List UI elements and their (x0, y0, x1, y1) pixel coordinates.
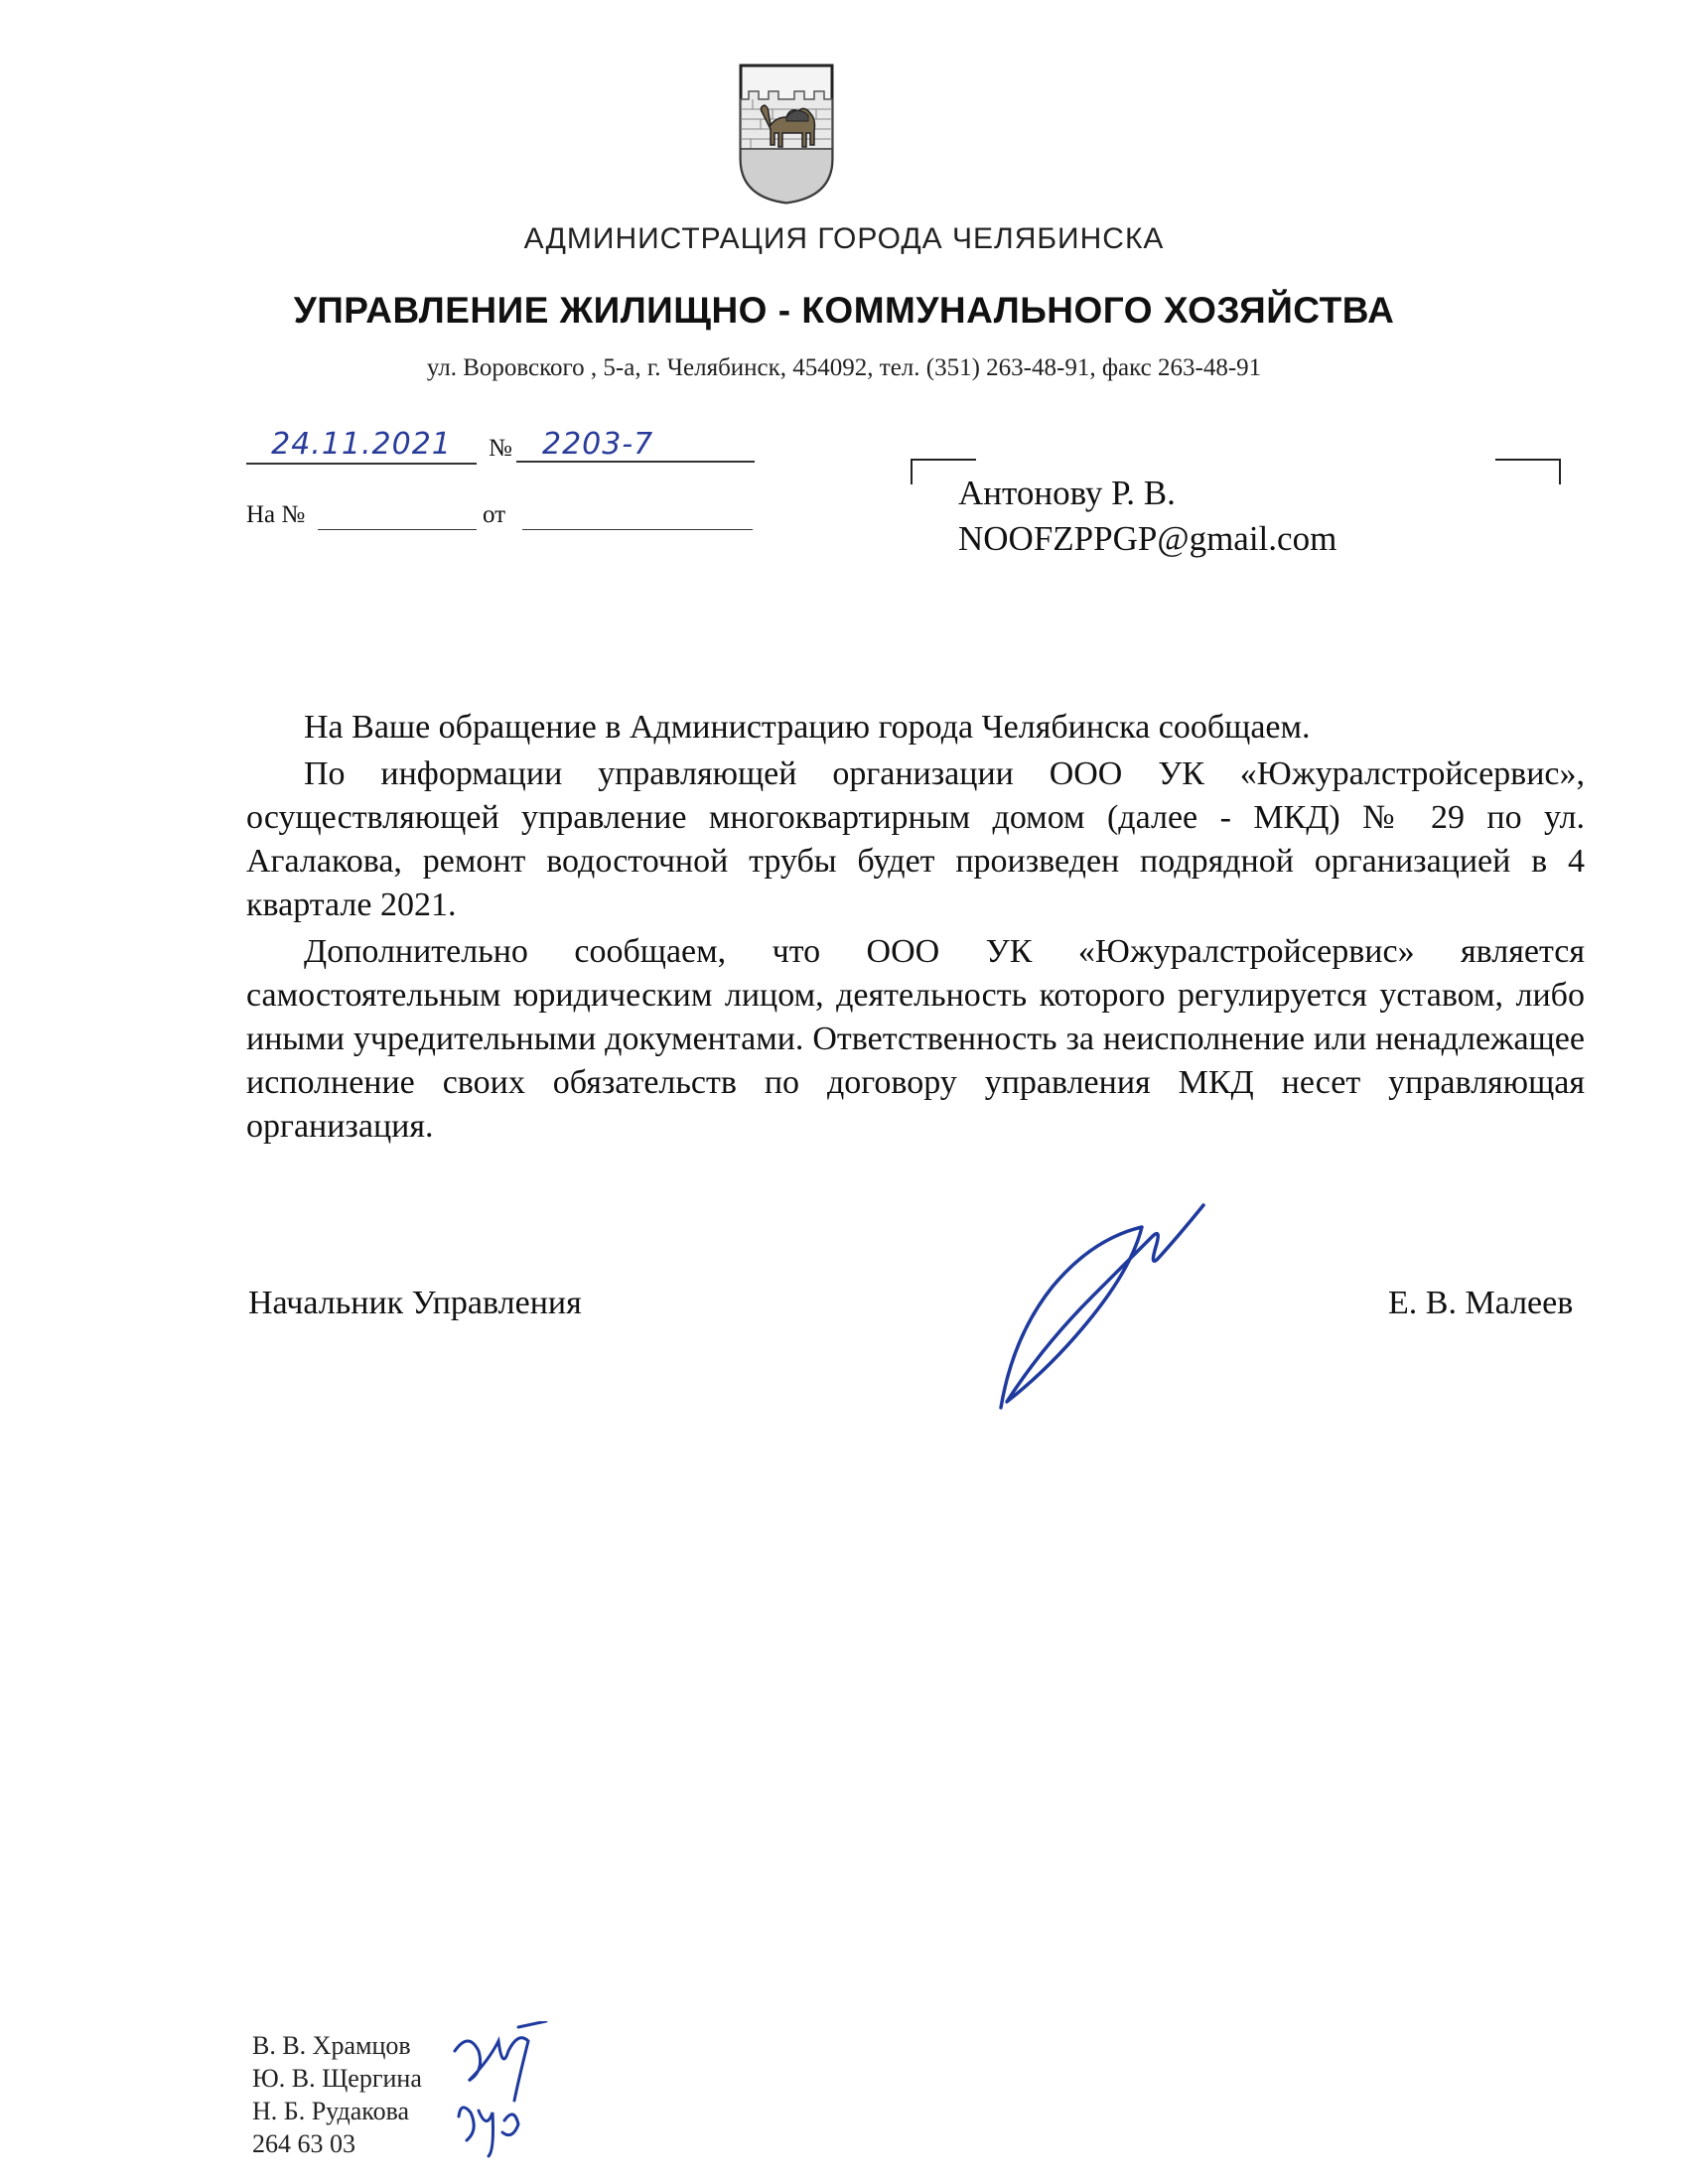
executors-block (252, 2029, 422, 2160)
organization-name: АДМИНИСТРАЦИЯ ГОРОДА ЧЕЛЯБИНСКА (523, 222, 1165, 255)
number-label: № (489, 435, 512, 462)
addressee-name: Антонову Р. В. (958, 474, 1176, 512)
from-label: от (483, 501, 506, 528)
addressee-email: NOOFZPPGP@gmail.com (958, 519, 1337, 558)
handwritten-number: 2203-7 (516, 427, 755, 463)
reply-to-label: На № (246, 501, 306, 528)
handwritten-initials (449, 2021, 558, 2160)
signatory-name: Е. В. Малеев (1388, 1285, 1574, 1321)
executor-phone: 264 63 03 (252, 2129, 355, 2158)
reply-reference (246, 501, 763, 537)
reply-number-blank (318, 529, 477, 530)
department-address: ул. Воровского , 5-а, г. Челябинск, 454092, тел. (351) 263-48-91, факс 263-48-91 (426, 354, 1262, 381)
outgoing-registration (246, 427, 763, 467)
signatory-title: Начальник Управления (248, 1285, 582, 1321)
body-paragraph: По информации управляющей организации ООО УК «Южуралстройсервис», осуществляющей управление многоквартирным домом (далее - МКД) № 29 по ул. Агалакова, ремонт водосточной трубы будет произведен подрядной организацией в 4 квартале 2021. (246, 755, 1585, 923)
handwritten-signature (983, 1187, 1221, 1416)
addressee-block (958, 471, 1336, 562)
body-paragraph: На Ваше обращение в Администрацию города Челябинска сообщаем. (304, 709, 1311, 746)
reply-date-blank (522, 529, 753, 530)
handwritten-date: 24.11.2021 (246, 427, 477, 465)
executor-line: Ю. В. Щергина (252, 2064, 422, 2093)
letter-body (246, 706, 1585, 1152)
address-corner-right (1495, 459, 1561, 484)
executor-line: В. В. Храмцов (252, 2031, 411, 2060)
body-paragraph: Дополнительно сообщаем, что ООО УК «Южуралстройсервис» является самостоятельным юридическим лицом, деятельность которого регулируется уставом, либо иными учредительными документами. Ответственность за неисполнение или ненадлежащее исполнение своих обязательств по договору управления МКД несет управляющая организация. (246, 933, 1585, 1145)
executor-line: Н. Б. Рудакова (252, 2097, 410, 2125)
department-name: УПРАВЛЕНИЕ ЖИЛИЩНО - КОММУНАЛЬНОГО ХОЗЯЙСТВА (293, 290, 1395, 331)
chelyabinsk-camel-crest-icon (737, 62, 836, 206)
